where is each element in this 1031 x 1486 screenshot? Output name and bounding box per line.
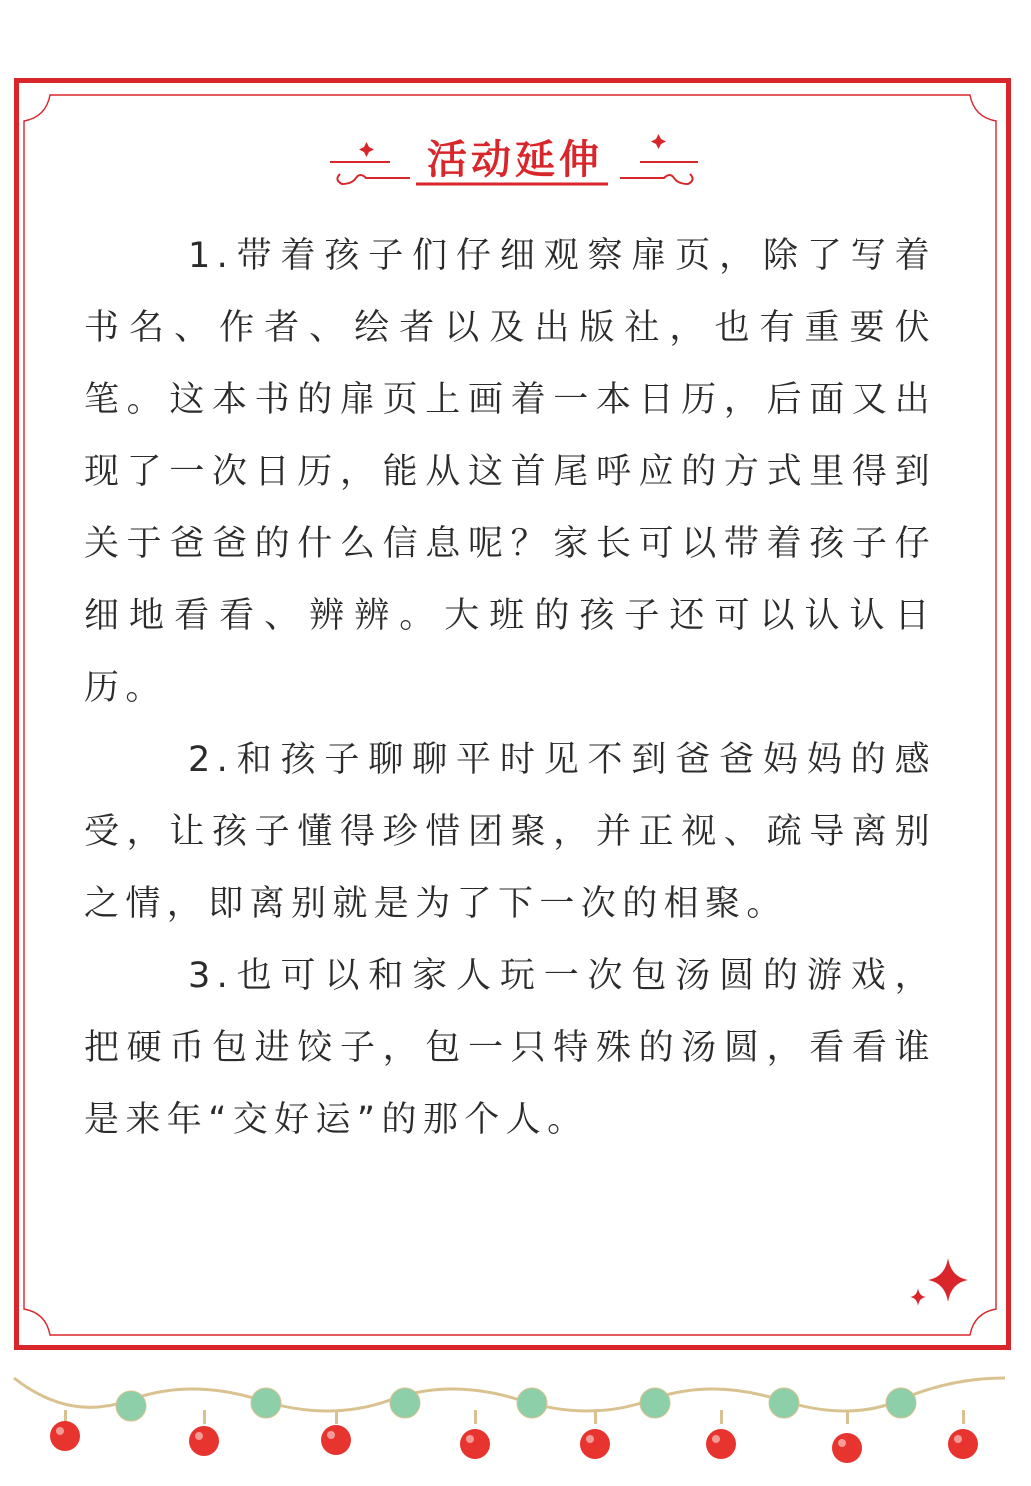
paragraph-2: 2.和孩子聊聊平时见不到爸爸妈妈的感受，让孩子懂得珍惜团聚，并正视、疏导离别之情，即离别就是为了下一次的相聚。 <box>84 740 936 924</box>
paragraph-3: 3.也可以和家人玩一次包汤圆的游戏，把硬币包进饺子，包一只特殊的汤圆，看看谁是来年“交好运”的那个人。 <box>84 956 936 1140</box>
section-title <box>330 122 700 202</box>
paragraph-1: 1.带着孩子们仔细观察扉页，除了写着书名、作者、绘者以及出版社，也有重要伏笔。这本书的扉页上画着一本日历，后面又出现了一次日历，能从这首尾呼应的方式里得到关于爸爸的什么信息呢？家长可以带着孩子仔细地看看、辨辨。大班的孩子还可以认认日历。 <box>84 236 936 708</box>
sparkle-icon <box>900 1250 980 1310</box>
title-text: 活动延伸 <box>427 137 603 183</box>
garland-decoration <box>0 1370 1031 1486</box>
body-text <box>84 220 936 1156</box>
